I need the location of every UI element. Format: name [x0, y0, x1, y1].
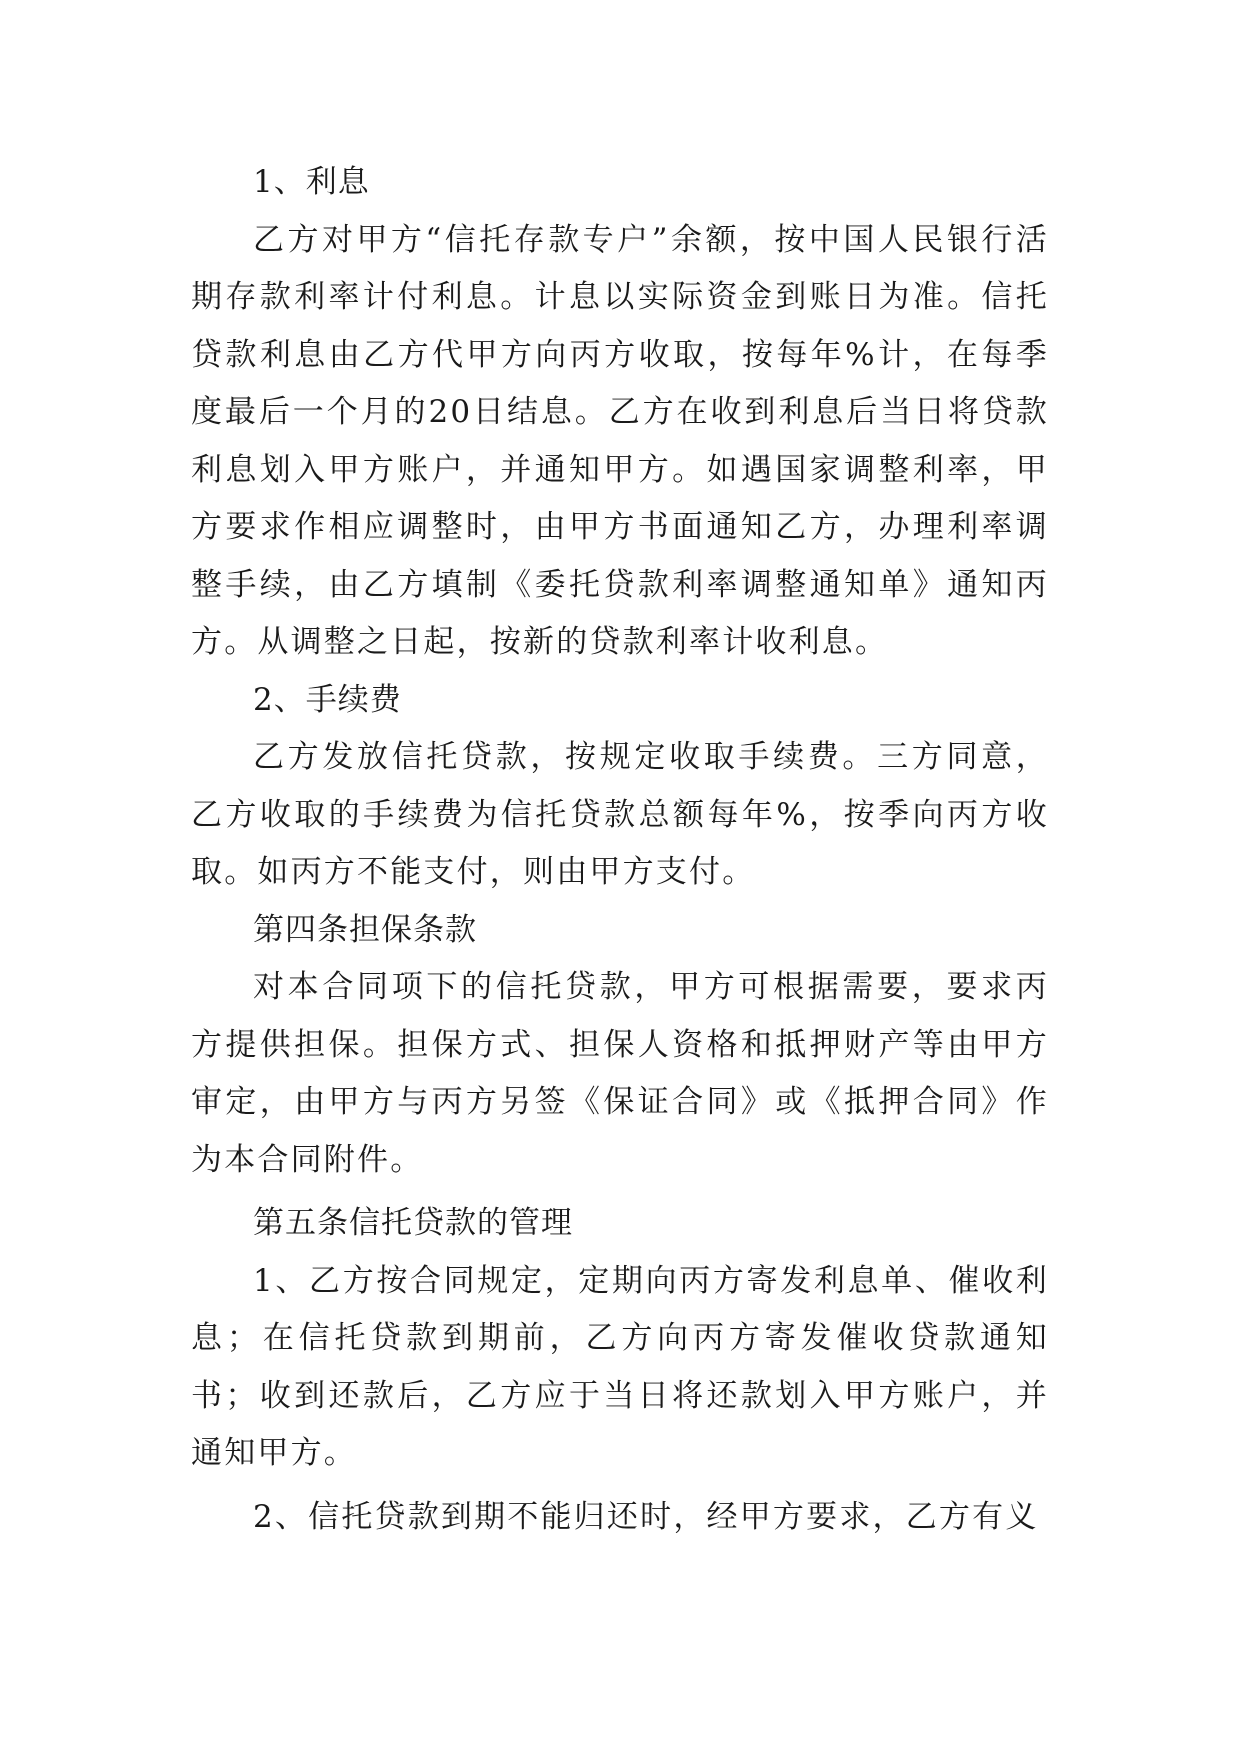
article-4-heading: 第四条担保条款 [253, 911, 477, 948]
fee-paragraph: 乙方发放信托贷款，按规定收取手续费。三方同意，乙方收取的手续费为信托贷款总额每年%，按季向丙方收取。如丙方不能支付，则由甲方支付。 [191, 739, 1049, 890]
interest-heading: 1、利息 [253, 164, 370, 200]
article-4-paragraph: 对本合同项下的信托贷款，甲方可根据需要，要求丙方提供担保。担保方式、担保人资格和抵押财产等由甲方审定，由甲方与丙方另签《保证合同》或《抵押合同》作为本合同附件。 [191, 969, 1049, 1178]
interest-paragraph: 乙方对甲方“信托存款专户”余额，按中国人民银行活期存款利率计付利息。计息以实际资金到账日为准。信托贷款利息由乙方代甲方向丙方收取，按每年%计，在每季度最后一个月的20日结息。乙方在收到利息后当日将贷款利息划入甲方账户，并通知甲方。如遇国家调整利率，甲方要求作相应调整时，由甲方书面通知乙方，办理利率调整手续，由乙方填制《委托贷款利率调整通知单》通知丙方。从调整之日起，按新的贷款利率计收利息。 [191, 221, 1049, 660]
article-5-item-1: 1、乙方按合同规定，定期向丙方寄发利息单、催收利息；在信托贷款到期前，乙方向丙方寄发催收贷款通知书；收到还款后，乙方应于当日将还款划入甲方账户，并通知甲方。 [191, 1262, 1049, 1471]
document-body [191, 154, 1049, 1546]
fee-heading: 2、手续费 [253, 681, 402, 718]
article-5-item-2: 2、信托贷款到期不能归还时，经甲方要求，乙方有义 [253, 1498, 1039, 1535]
article-5-heading: 第五条信托贷款的管理 [253, 1205, 573, 1241]
